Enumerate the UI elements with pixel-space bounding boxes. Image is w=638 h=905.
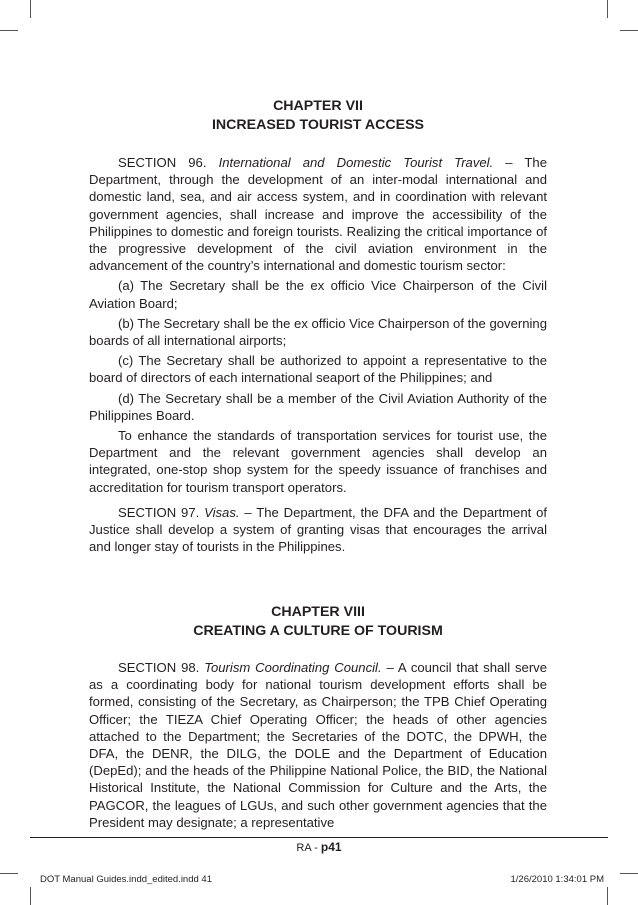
section-97-paragraph bbox=[89, 504, 547, 556]
item-c: (c) The Secretary shall be authorized to appoint a representative to the board of directors of each international seaport of the Philippines; and bbox=[89, 353, 547, 386]
crop-mark bbox=[0, 30, 18, 31]
section-96-paragraph bbox=[89, 154, 547, 274]
crop-mark bbox=[607, 0, 608, 18]
crop-mark bbox=[30, 0, 31, 18]
slug-datetime: 1/26/2010 1:34:01 PM bbox=[510, 874, 604, 885]
crop-mark bbox=[30, 887, 31, 905]
chapter-7-heading bbox=[89, 97, 547, 135]
slug-filename: DOT Manual Guides.indd_edited.indd 41 bbox=[40, 874, 212, 885]
section-98-body: – A council that shall serve as a coordinating body for national tourism development efforts shall be formed, consisting of the Secretary, as Chairperson; the TPB Chief Operating Officer; the TIEZA Chief Operating Officer; the heads of other agencies attached to the Department; the Secretaries of the DOTC, the DPWH, the DFA, the DENR, the DILG, the DOLE and the Department of Education (DepEd); and the heads of the Philippine National Police, the BID, the National Historical Institute, the National Commission for Culture and the Arts, the PAGCOR, the leagues of LGUs, and such other government agencies that the President may designate; a representative bbox=[89, 660, 548, 830]
crop-mark bbox=[620, 873, 638, 874]
section-97-lead: SECTION 97. bbox=[118, 505, 200, 520]
crop-mark bbox=[0, 873, 18, 874]
section-98-title: Tourism Coordinating Council. bbox=[204, 660, 382, 675]
chapter-7-title: CHAPTER VII bbox=[273, 98, 363, 114]
section-96-lead: SECTION 96. bbox=[118, 155, 207, 170]
chapter-8-subtitle: CREATING A CULTURE OF TOURISM bbox=[193, 623, 443, 639]
section-96-title: International and Domestic Tourist Travel. bbox=[218, 155, 494, 170]
footer-rule bbox=[30, 837, 608, 838]
section-98 bbox=[89, 659, 547, 831]
crop-mark bbox=[607, 887, 608, 905]
item-a: (a) The Secretary shall be the ex officio Vice Chairperson of the Civil Aviation Board; bbox=[89, 278, 547, 311]
section-96 bbox=[89, 154, 547, 496]
section-96-closing: To enhance the standards of transportation services for tourist use, the Department and the relevant government agencies shall develop an integrated, one-stop shop system for the speedy issuance of franchises and accreditation for tourism transport operators. bbox=[89, 428, 547, 495]
chapter-8-title: CHAPTER VIII bbox=[271, 604, 365, 620]
crop-mark bbox=[620, 30, 638, 31]
page-number bbox=[0, 840, 638, 854]
chapter-8-heading bbox=[89, 603, 547, 641]
item-b: (b) The Secretary shall be the ex officio Vice Chairperson of the governing boards of all international airports; bbox=[89, 315, 547, 349]
section-96-body: – The Department, through the development of an inter-modal international and domestic land, sea, and air access system, and in coordination with relevant government agencies, shall increase and improve the accessibility of the Philippines to domestic and foreign tourists. Realizing the critical importance of the progressive development of the civil aviation environment in the advancement of the country’s international and domestic tourism sector: bbox=[89, 155, 547, 274]
item-d: (d) The Secretary shall be a member of the Civil Aviation Authority of the Philippines Board. bbox=[89, 390, 547, 423]
chapter-7-subtitle: INCREASED TOURIST ACCESS bbox=[211, 117, 425, 133]
section-98-lead: SECTION 98. bbox=[118, 660, 200, 675]
section-97 bbox=[89, 504, 547, 556]
ra-label: RA - bbox=[296, 842, 321, 854]
page-number-value: p41 bbox=[320, 840, 342, 854]
section-97-body: – The Department, the DFA and the Department of Justice shall develop a system of granting visas that encourages the arrival and longer stay of tourists in the Philippines. bbox=[89, 505, 548, 555]
section-98-paragraph bbox=[89, 659, 547, 831]
section-97-title: Visas. bbox=[204, 505, 240, 520]
